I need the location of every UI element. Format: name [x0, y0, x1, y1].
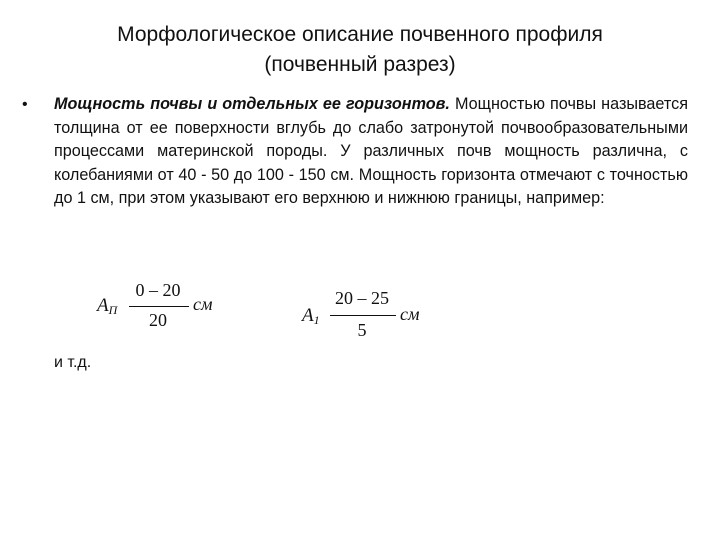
formula-a-1 [302, 288, 452, 346]
bullet-paragraph [54, 93, 688, 211]
bullet-body-text: Мощностью почвы называется толщина от ее поверхности вглубь до слабо затронутой почвообразовательными процессами материнской породы. У различных почв мощность различна, с колебаниями от 40 - 50 до 100 - 150 см. Мощность горизонта отмечают с точностью до 1 см, при этом указывают его верхнюю и нижнюю границы, например: [54, 95, 688, 207]
formula-unit: см [193, 294, 213, 314]
formula-a-p [95, 280, 235, 336]
formula-subscript: 1 [313, 313, 320, 327]
formula-subscript: П [108, 303, 118, 317]
formula-fraction-bar [330, 315, 396, 316]
slide-title [40, 20, 680, 80]
slide-title-line2: (почвенный разрез) [264, 53, 456, 76]
formula-numerator: 20 – 25 [335, 288, 389, 308]
formula-numerator: 0 – 20 [135, 280, 181, 300]
formula-symbol [97, 295, 117, 318]
formula-fraction-bar [129, 306, 189, 307]
bullet-marker: • [22, 96, 28, 113]
bullet-item [22, 93, 688, 211]
bullet-term: Мощность почвы и отдельных ее горизонтов. [54, 95, 450, 113]
formula-symbol [302, 305, 320, 328]
formula-symbol-letter: A [97, 295, 109, 316]
formula-symbol-letter: A [302, 305, 314, 326]
slide-title-line1: Морфологическое описание почвенного профиля [117, 23, 603, 46]
trailing-text: и т.д. [54, 354, 92, 371]
formula-denominator: 5 [357, 320, 367, 340]
formula-unit: см [400, 304, 420, 324]
formula-denominator: 20 [149, 310, 167, 330]
